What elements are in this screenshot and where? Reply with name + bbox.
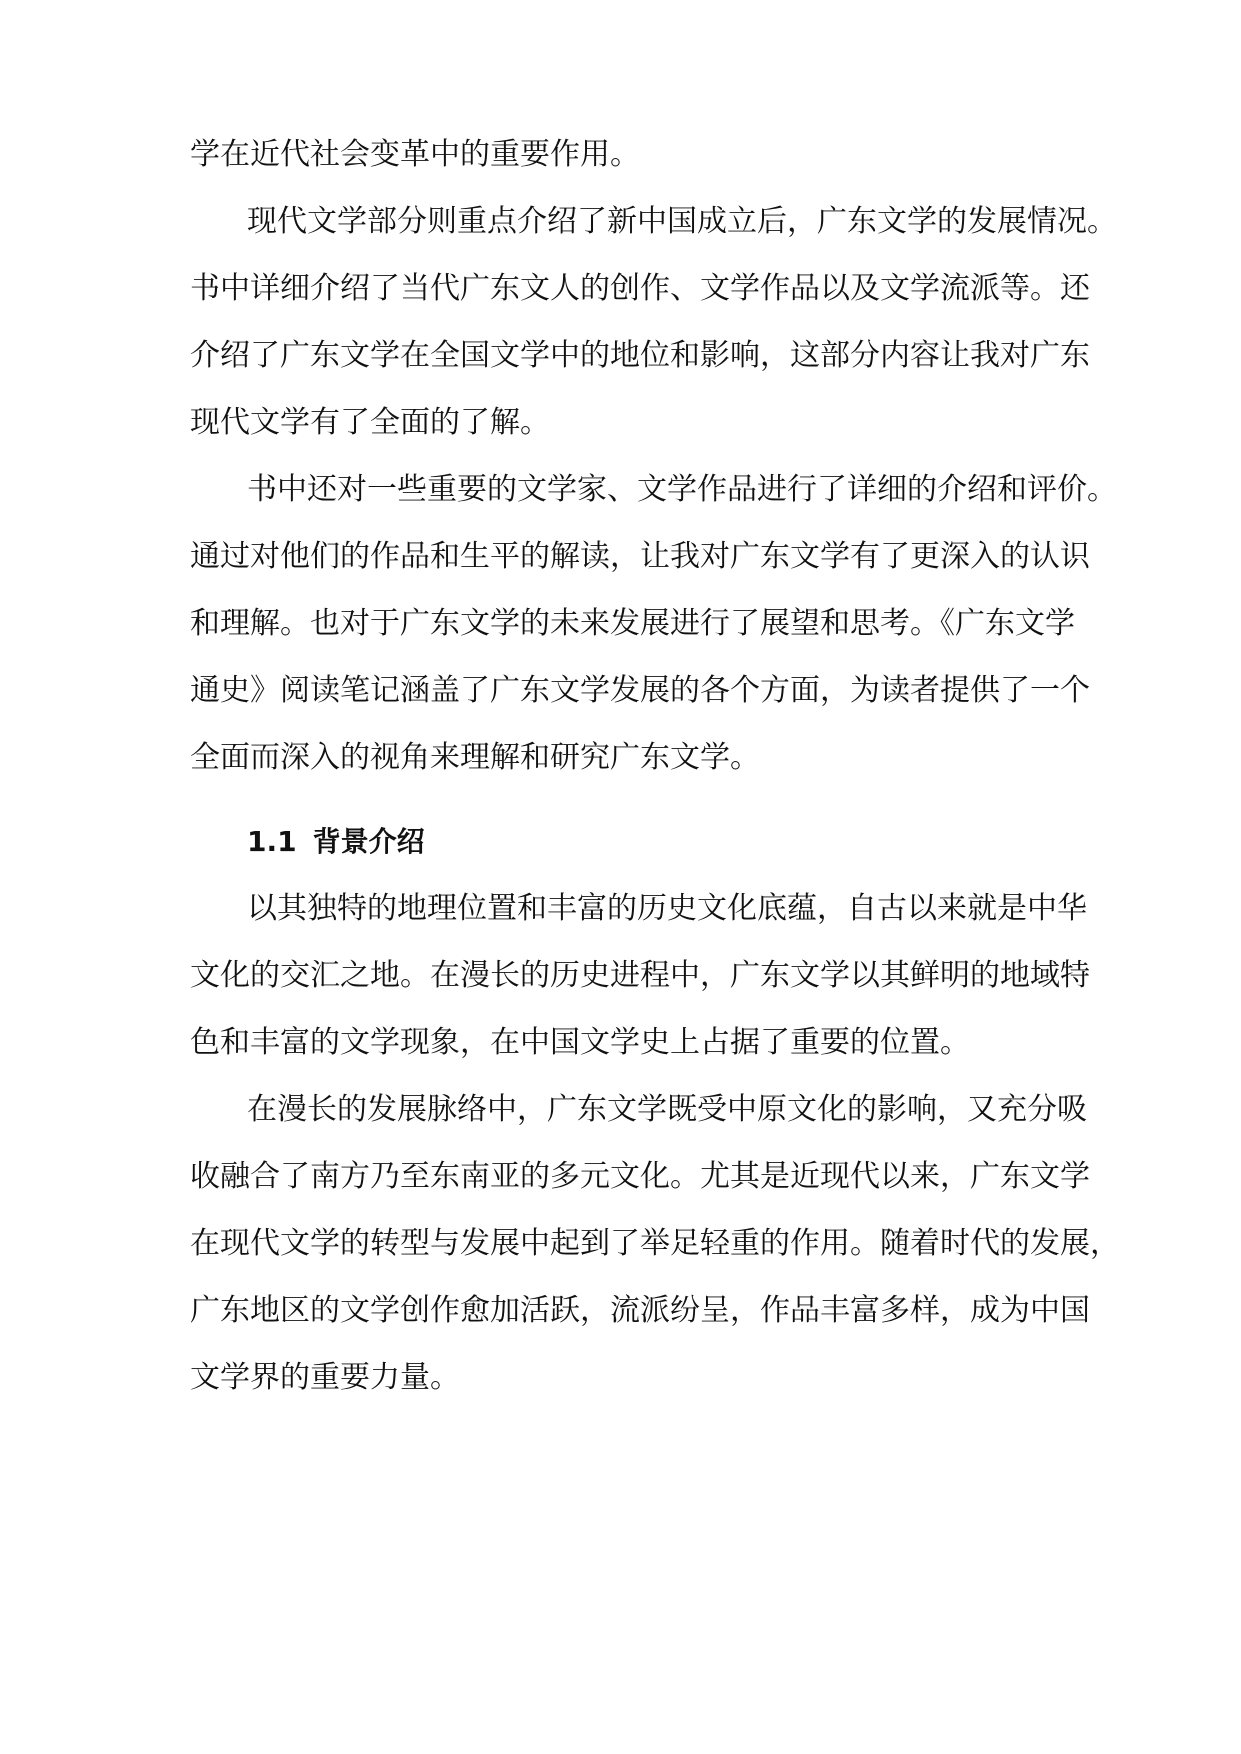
- paragraph-2-line-4: 现代文学有了全面的了解。: [190, 405, 550, 440]
- paragraph-2-line-2: 书中详细介绍了当代广东文人的创作、文学作品以及文学流派等。还: [190, 271, 1090, 306]
- paragraph-3-line-3: 和理解。也对于广东文学的未来发展进行了展望和思考。《广东文学: [190, 606, 1075, 641]
- paragraph-3-line-4: 通史》阅读笔记涵盖了广东文学发展的各个方面，为读者提供了一个: [190, 673, 1090, 708]
- paragraph-3-line-5: 全面而深入的视角来理解和研究广东文学。: [190, 740, 760, 775]
- paragraph-5-line-1: 在漫长的发展脉络中，广东文学既受中原文化的影响，又充分吸: [247, 1092, 1087, 1127]
- paragraph-4-line-1: 以其独特的地理位置和丰富的历史文化底蕴，自古以来就是中华: [247, 891, 1087, 926]
- paragraph-3-line-2: 通过对他们的作品和生平的解读，让我对广东文学有了更深入的认识: [190, 539, 1090, 574]
- paragraph-5-line-2: 收融合了南方乃至东南亚的多元文化。尤其是近现代以来，广东文学: [190, 1159, 1090, 1194]
- paragraph-5-line-5: 文学界的重要力量。: [190, 1360, 460, 1395]
- paragraph-5-line-4: 广东地区的文学创作愈加活跃，流派纷呈，作品丰富多样，成为中国: [190, 1293, 1090, 1328]
- section-heading-number: 1.1: [247, 825, 297, 858]
- paragraph-2-line-3: 介绍了广东文学在全国文学中的地位和影响，这部分内容让我对广东: [190, 338, 1090, 373]
- section-heading-title: 背景介绍: [312, 825, 425, 858]
- paragraph-3-line-1: 书中还对一些重要的文学家、文学作品进行了详细的介绍和评价。: [247, 472, 1117, 507]
- paragraph-5-line-3: 在现代文学的转型与发展中起到了举足轻重的作用。随着时代的发展，: [190, 1226, 1120, 1261]
- paragraph-2-line-1: 现代文学部分则重点介绍了新中国成立后，广东文学的发展情况。: [247, 204, 1117, 239]
- paragraph-4-line-2: 文化的交汇之地。在漫长的历史进程中，广东文学以其鲜明的地域特: [190, 958, 1090, 993]
- section-heading: [247, 822, 425, 862]
- paragraph-4-line-3: 色和丰富的文学现象，在中国文学史上占据了重要的位置。: [190, 1025, 970, 1060]
- paragraph-1-line-1: 学在近代社会变革中的重要作用。: [190, 137, 640, 172]
